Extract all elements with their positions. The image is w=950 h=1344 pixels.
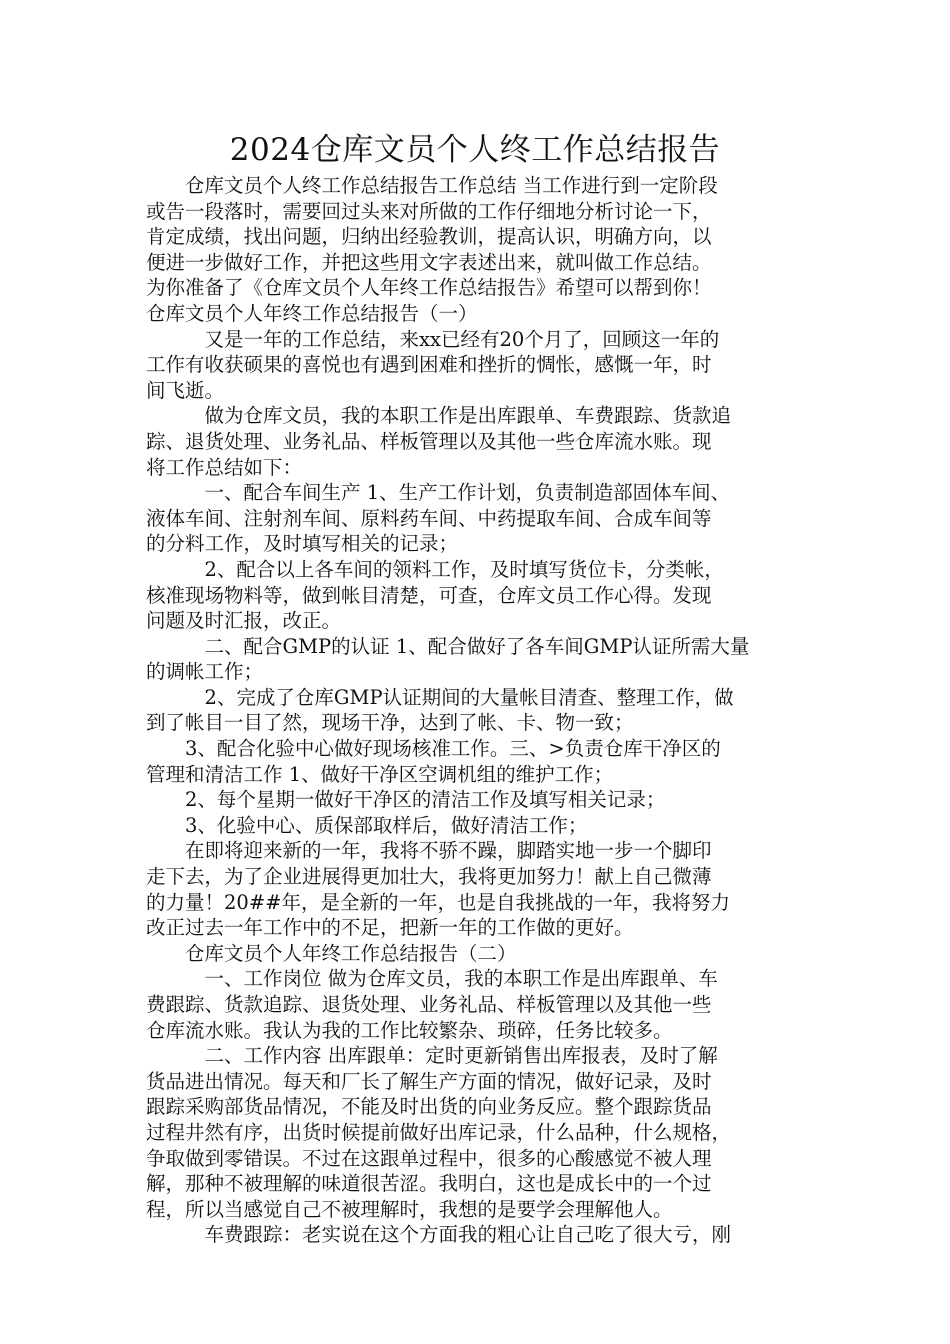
body-line: 的力量！20##年，是全新的一年，也是自我挑战的一年，我将努力 <box>146 890 730 914</box>
body-line: 仓库文员个人年终工作总结报告（一） <box>146 301 478 325</box>
body-line: 争取做到零错误。不过在这跟单过程中，很多的心酸感觉不被人理 <box>146 1146 712 1170</box>
body-line: 2、每个星期一做好干净区的清洁工作及填写相关记录； <box>146 788 666 812</box>
body-line: 便进一步做好工作，并把这些用文字表述出来，就叫做工作总结。 <box>146 250 712 274</box>
body-line: 3、化验中心、质保部取样后，做好清洁工作； <box>146 813 588 837</box>
body-line: 问题及时汇报，改正。 <box>146 609 342 633</box>
body-line: 改正过去一年工作中的不足，把新一年的工作做的更好。 <box>146 916 634 940</box>
body-line: 车费跟踪：老实说在这个方面我的粗心让自己吃了很大亏，刚 <box>146 1223 732 1247</box>
body-line: 跟踪采购部货品情况，不能及时出货的向业务反应。整个跟踪货品 <box>146 1095 712 1119</box>
body-line: 管理和清洁工作 1、做好干净区空调机组的维护工作； <box>146 762 614 786</box>
body-line: 仓库流水账。我认为我的工作比较繁杂、琐碎，任务比较多。 <box>146 1018 673 1042</box>
body-line: 踪、退货处理、业务礼品、样板管理以及其他一些仓库流水账。现 <box>146 429 712 453</box>
body-line: 2、完成了仓库GMP认证期间的大量帐目清查、整理工作，做 <box>146 685 734 709</box>
body-line: 过程井然有序，出货时候提前做好出库记录，什么品种，什么规格， <box>146 1120 732 1144</box>
body-line: 核准现场物料等，做到帐目清楚，可查，仓库文员工作心得。发现 <box>146 583 712 607</box>
body-line: 为你准备了《仓库文员个人年终工作总结报告》希望可以帮到你！ <box>146 276 712 300</box>
body-line: 液体车间、注射剂车间、原料药车间、中药提取车间、合成车间等 <box>146 506 712 530</box>
body-line: 肯定成绩，找出问题，归纳出经验教训，提高认识，明确方向，以 <box>146 225 712 249</box>
body-line: 间飞逝。 <box>146 378 225 402</box>
document-title: 2024仓库文员个人终工作总结报告 <box>229 132 721 168</box>
body-line: 到了帐目一目了然，现场干净，达到了帐、卡、物一致； <box>146 711 634 735</box>
document-body <box>146 173 814 1248</box>
body-line: 二、工作内容 出库跟单：定时更新销售出库报表，及时了解 <box>146 1044 718 1068</box>
body-line: 的分料工作，及时填写相关的记录； <box>146 532 459 556</box>
body-line: 程，所以当感觉自己不被理解时，我想的是要学会理解他人。 <box>146 1197 673 1221</box>
body-line: 在即将迎来新的一年，我将不骄不躁，脚踏实地一步一个脚印 <box>146 839 712 863</box>
body-line: 一、配合车间生产 1、生产工作计划，负责制造部固体车间、 <box>146 481 731 505</box>
body-line: 做为仓库文员，我的本职工作是出库跟单、车费跟踪、货款追 <box>146 404 732 428</box>
body-line: 的调帐工作； <box>146 660 264 684</box>
body-line: 费跟踪、货款追踪、退货处理、业务礼品、样板管理以及其他一些 <box>146 993 712 1016</box>
body-line: 一、工作岗位 做为仓库文员，我的本职工作是出库跟单、车 <box>146 967 718 991</box>
body-line: 仓库文员个人年终工作总结报告（二） <box>146 941 517 965</box>
body-line: 走下去，为了企业进展得更加壮大，我将更加努力！献上自己微薄 <box>146 865 712 889</box>
body-line: 又是一年的工作总结，来xx已经有20个月了，回顾这一年的 <box>146 327 720 351</box>
body-line: 2、配合以上各车间的领料工作，及时填写货位卡，分类帐， <box>146 557 724 581</box>
body-line: 仓库文员个人终工作总结报告工作总结 当工作进行到一定阶段 <box>146 174 718 197</box>
body-line: 工作有收获硕果的喜悦也有遇到困难和挫折的惆怅，感慨一年，时 <box>146 353 712 377</box>
body-line: 3、配合化验中心做好现场核准工作。三、>负责仓库干净区的 <box>146 737 721 761</box>
body-line: 将工作总结如下： <box>146 455 303 479</box>
body-line: 货品进出情况。每天和厂长了解生产方面的情况，做好记录，及时 <box>146 1069 712 1093</box>
body-line: 解，那种不被理解的味道很苦涩。我明白，这也是成长中的一个过 <box>146 1172 712 1196</box>
body-line: 或告一段落时，需要回过头来对所做的工作仔细地分析讨论一下， <box>146 199 712 223</box>
body-line: 二、配合GMP的认证 1、配合做好了各车间GMP认证所需大量 <box>146 634 750 658</box>
